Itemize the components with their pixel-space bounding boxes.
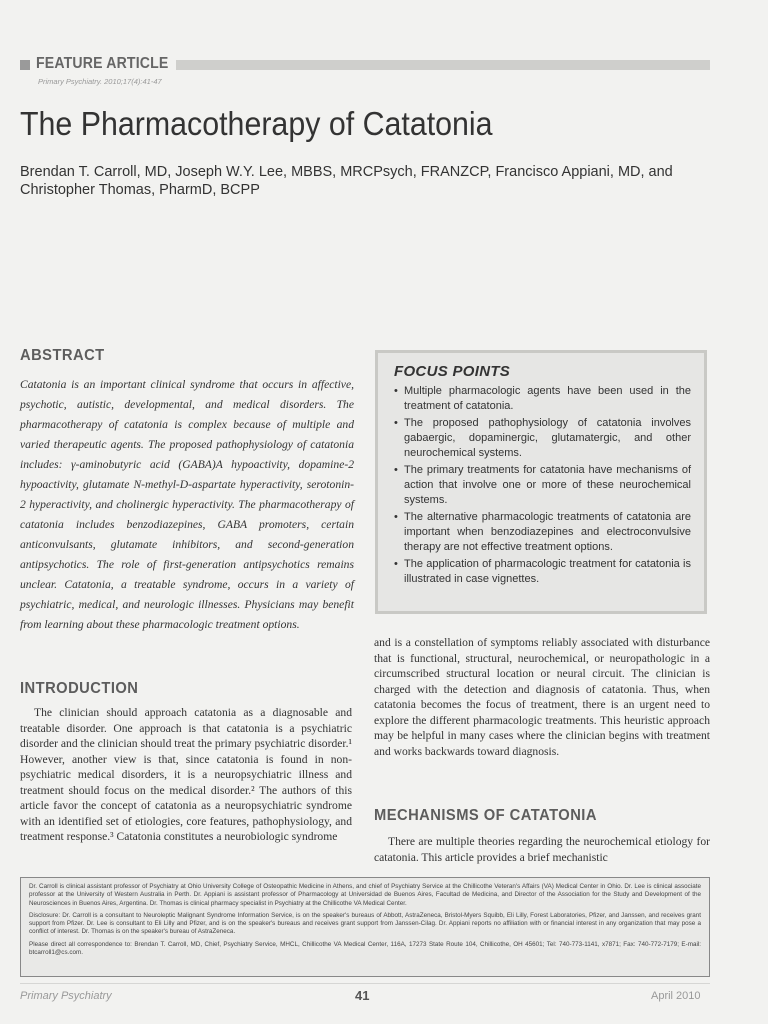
focus-point-item: • Multiple pharmacologic agents have been used in the treatment of catatonia. [394,384,691,414]
article-title: The Pharmacotherapy of Catatonia [20,105,493,142]
introduction-continuation-paragraph: and is a constellation of symptoms reliably associated with disturbance that is functional, structural, neurochemical, or neuropathologic in a circumscribed structural location or neural circuit. The clinician is charged with the detection and diagnosis of catatonia. Thus, when catatonia becomes the focus of treatment, there is an urgent need to explore the different pharmacologic treatments. This heuristic approach may be helpful in many cases where the clinician begins with treatment and works backwards toward diagnosis. [374,636,710,758]
abstract-body: Catatonia is an important clinical syndrome that occurs in affective, psychotic, autistic, developmental, and medical disorders. The pharmacotherapy of catatonia is complex because of multiple and varied therapeutic agents. The proposed pathophysiology of catatonia includes: γ-aminobutyric acid (GABA)A hypoactivity, dopamine-2 hypoactivity, glutamate N-methyl-D-aspartate hyperactivity, serotonin-2 hyperactivity, and cholinergic hyperactivity. The pharmacotherapy of catatonia includes benzodiazepines, GABA promoters, certain anticonvulsants, glutamate inhibitors, and second-generation antipsychotics. The role of first-generation antipsychotics remains unclear. Catatonia, a treatable syndrome, occurs in a variety of psychiatric, medical, and neurologic illnesses. Physicians may benefit from learning about these pharmacologic treatment options. [20,378,354,631]
page-number: 41 [355,988,370,1003]
introduction-body [20,705,352,845]
introduction-heading: INTRODUCTION [20,680,139,697]
introduction-continuation [374,635,710,759]
author-disclosure-box [20,877,710,977]
author-affiliations: Dr. Carroll is clinical assistant professor of Psychiatry at Ohio University College of Osteopathic Medicine in Athens, and chief of Psychiatry Service at the Chillicothe Veteran's Affairs (VA) Medical Center in Ohio. Dr. Lee is clinical associate professor at the University of Western Australia in Perth. Dr. Appiani is assistant professor of Pharmacology at Universidad de Buenos Aires, Facultad de Medicina, and Director of the Association for the Study and Development of the Neurosciences in Buenos Aires, Argentina. Dr. Thomas is clinical pharmacy specialist in Psychiatry at the Chillicothe VA Medical Center. [29,883,701,907]
focus-points-title: FOCUS POINTS [394,363,511,380]
focus-points-box [375,350,707,614]
mechanisms-heading: MECHANISMS OF CATATONIA [374,807,597,824]
mechanisms-body [374,834,710,865]
citation: Primary Psychiatry. 2010;17(4):41-47 [38,77,162,86]
footer-journal: Primary Psychiatry [20,990,112,1002]
section-label: FEATURE ARTICLE [36,55,169,72]
section-marker [20,60,30,70]
feature-header [20,56,710,74]
focus-point-item: • The primary treatments for catatonia have mechanisms of action that involve one or more of these neurochemical systems. [394,463,691,508]
focus-point-item: • The application of pharmacologic treatment for catatonia is illustrated in case vignettes. [394,557,691,587]
mechanisms-paragraph: There are multiple theories regarding the neurochemical etiology for catatonia. This article provides a brief mechanistic [374,835,710,864]
header-rule [176,60,710,70]
focus-point-item: • The proposed pathophysiology of catatonia involves gabaergic, dopaminergic, glutamatergic, and other neurochemical systems. [394,416,691,461]
focus-points-list [394,384,691,587]
correspondence: Please direct all correspondence to: Brendan T. Carroll, MD, Chief, Psychiatry Service, MHCL, Chillicothe VA Medical Center, 116A, 17273 State Route 104, Chillicothe, OH 45601; Tel: 740-773-1141, x7871; Fax: 740-772-7179; E-mail: btcarroll1@cs.com. [29,940,701,957]
author-disclosures: Disclosure: Dr. Carroll is a consultant to Neuroleptic Malignant Syndrome Information Service, is on the speaker's bureaus of Abbott, AstraZeneca, Bristol-Myers Squibb, Eli Lilly, Forest Laboratories, Pfizer, and Janssen, and receives grant support from Pfizer. Dr. Lee is consultant to Eli Lilly and Pfizer, and is on the speaker's bureaus and receives grant support from Janssen-Cilag. Dr. Appiani reports no affiliation with or financial interest in any organization that may pose a conflict of interest. Dr. Thomas is on the speaker's bureau of AstraZeneca. [29,911,701,936]
abstract-heading: ABSTRACT [20,347,105,364]
footer-rule [20,983,710,984]
article-authors: Brendan T. Carroll, MD, Joseph W.Y. Lee, MBBS, MRCPsych, FRANZCP, Francisco Appiani, MD, and Christopher Thomas, PharmD, BCPP [20,164,673,198]
footer-date: April 2010 [651,990,701,1002]
introduction-paragraph: The clinician should approach catatonia as a diagnosable and treatable disorder. One approach is that catatonia is a psychiatric disorder and the clinician should treat the primary psychiatric disorder.¹ However, another view is that, since catatonia is found in non-psychiatric medical disorders, it is a neuropsychiatric illness and treatment should focus on the medical disorder.² The authors of this article favor the concept of catatonia as a neuropsychiatric syndrome with an identified set of etiologies, core features, pathophysiology, and treatment response.³ Catatonia constitutes a neurobiologic syndrome [20,706,352,843]
focus-point-item: • The alternative pharmacologic treatments of catatonia are important when benzodiazepines and electroconvulsive therapy are not effective treatment options. [394,510,691,555]
